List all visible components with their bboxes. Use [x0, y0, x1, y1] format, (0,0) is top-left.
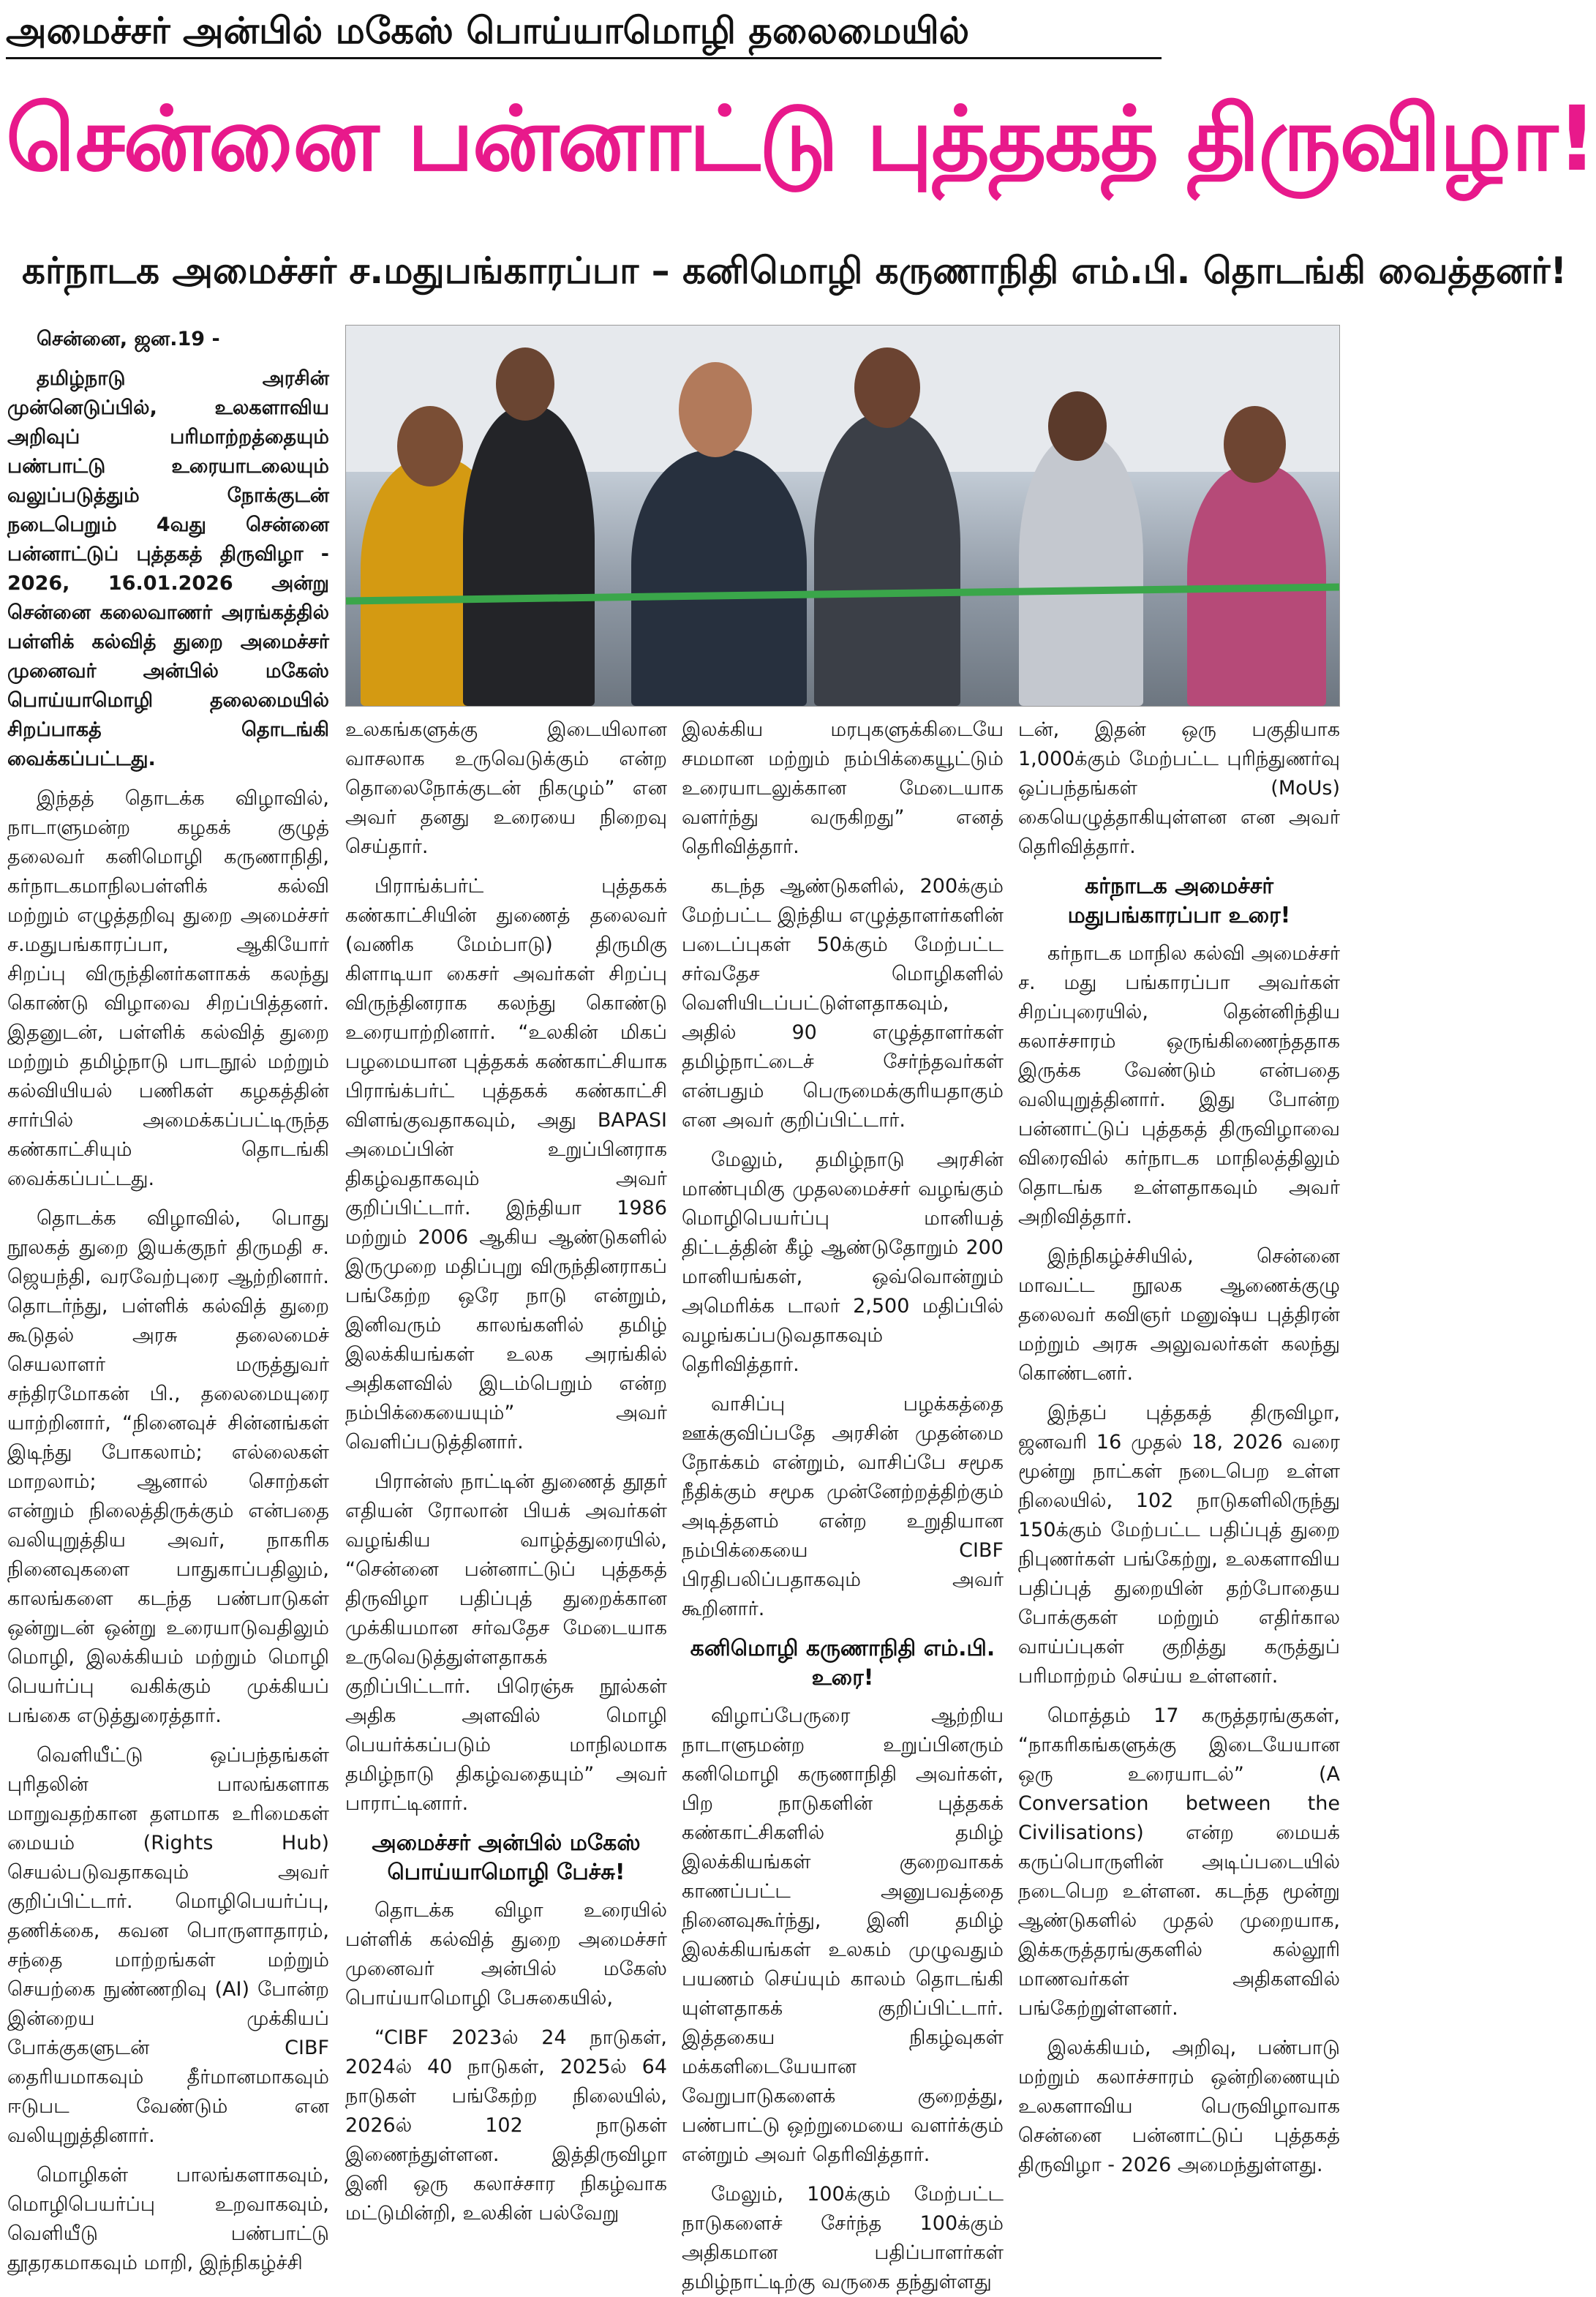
paragraph: கர்நாடக மாநில கல்வி அமைச்சர் ச. மது பங்காரப்பா அவர்கள் சிறப்புரையில், தென்னிந்திய கலாச்சாரம் ஒருங்கிணைந்ததாக இருக்க வேண்டும் என்பதை வலியுறுத்தினார். இது போன்ற பன்னாட்டுப் புத்தகத் திருவிழாவை விரைவில் கர்நாடக மாநிலத்திலும் தொடங்க உள்ளதாகவும் அவர் அறிவித்தார்.: [1018, 942, 1340, 1228]
photo-person-head: [397, 406, 463, 486]
photo-person: [631, 450, 807, 706]
dateline: சென்னை, ஜன.19 -: [37, 328, 220, 350]
paragraph: கடந்த ஆண்டுகளில், 200க்கும் மேற்பட்ட இந்திய எழுத்தாளர்களின் படைப்புகள் 50க்கும் மேற்பட்ட சர்வதேச மொழிகளில் வெளியிடப்பட்டுள்ளதாகவும், அதில் 90 எழுத்தாளர்கள் தமிழ்நாட்டைச் சேர்ந்தவர்கள் என்பதும் பெருமைக்குரியதாகும் என அவர் குறிப்பிட்டார்.: [682, 875, 1004, 1132]
news-photo: [345, 325, 1340, 707]
article-column-2: [345, 715, 667, 2225]
photo-person-head: [1224, 406, 1286, 483]
paragraph: இலக்கிய மரபுகளுக்கிடையே சமமான மற்றும் நம்பிக்கையூட்டும் உரையாடலுக்கான மேடையாக வளர்ந்து வருகிறது” எனத் தெரிவித்தார்.: [682, 718, 1004, 858]
article-column-4: [1018, 715, 1340, 2189]
article-column-3: [682, 715, 1004, 2293]
paragraph: தொடக்க விழா உரையில் பள்ளிக் கல்வித் துறை அமைச்சர் முனைவர் அன்பில் மகேஸ் பொய்யாமொழி பேசுகையில்,: [345, 1899, 667, 2010]
paragraph: “CIBF 2023ல் 24 நாடுகள், 2024ல் 40 நாடுகள், 2025ல் 64 நாடுகள் பங்கேற்ற நிலையில், 2026ல் 102 நாடுகள் இணைந்துள்ளன. இத்திருவிழா இனி ஒரு கலாச்சார நிகழ்வாக மட்டுமின்றி, உலகின் பல்வேறு: [345, 2026, 667, 2225]
paragraph: மேலும், தமிழ்நாடு அரசின் மாண்புமிகு முதலமைச்சர் வழங்கும் மொழிபெயர்ப்பு மானியத் திட்டத்தின் கீழ் ஆண்டுதோறும் 200 மானியங்கள், ஒவ்வொன்றும் அமெரிக்க டாலர் 2,500 மதிப்பில் வழங்கப்படுவதாகவும் தெரிவித்தார்.: [682, 1148, 1004, 1376]
sub-headline: கர்நாடக அமைச்சர் ச.மதுபங்காரப்பா – கனிமொழி கருணாநிதி எம்.பி. தொடங்கி வைத்தனர்!: [22, 249, 1567, 292]
section-heading: கனிமொழி கருணாநிதி எம்.பி. உரை!: [690, 1636, 995, 1691]
photo-person-head: [496, 347, 554, 421]
photo-person: [463, 406, 595, 706]
paragraph: பிராங்க்பர்ட் புத்தகக் கண்காட்சியின் துணைத் தலைவர் (வணிக மேம்பாடு) திருமிகு கிளாடியா கைசர் அவர்கள் சிறப்பு விருந்தினராக கலந்து கொண்டு உரையாற்றினார். “உலகின் மிகப் பழமையான புத்தகக் கண்காட்சியாக பிராங்க்பர்ட் புத்தகக் கண்காட்சி விளங்குவதாகவும், அது BAPASI அமைப்பின் உறுப்பினராக திகழ்வதாகவும் அவர் குறிப்பிட்டார். இந்தியா 1986 மற்றும் 2006 ஆகிய ஆண்டுகளில் இருமுறை மதிப்புறு விருந்தினராகப் பங்கேற்ற ஒரே நாடு என்றும், இனிவரும் காலங்களில் தமிழ் இலக்கியங்கள் உலக அரங்கில் அதிகளவில் இடம்பெறும் என்ற நம்பிக்கையையும்” அவர் வெளிப்படுத்தினார்.: [345, 875, 667, 1454]
photo-person: [814, 413, 960, 706]
kicker-headline: அமைச்சர் அன்பில் மகேஸ் பொய்யாமொழி தலைமையில்: [6, 4, 1162, 59]
paragraph: இந்தப் புத்தகத் திருவிழா, ஜனவரி 16 முதல் 18, 2026 வரை மூன்று நாட்கள் நடைபெற உள்ள நிலையில், 102 நாடுகளிலிருந்து 150க்கும் மேற்பட்ட பதிப்புத் துறை நிபுணர்கள் பங்கேற்று, உலகளாவிய பதிப்புத் துறையின் தற்போதைய போக்குகள் மற்றும் எதிர்கால வாய்ப்புகள் குறித்து கருத்துப் பரிமாற்றம் செய்ய உள்ளனர்.: [1018, 1402, 1340, 1688]
paragraph: மொத்தம் 17 கருத்தரங்குகள், “நாகரிகங்களுக்கு இடையேயான ஒரு உரையாடல்” (A Conversation between the Civilisations) என்ற மையக் கருப்பொருளின் அடிப்படையில் நடைபெற உள்ளன. கடந்த மூன்று ஆண்டுகளில் முதல் முறையாக, இக்கருத்தரங்குகளில் கல்லூரி மாணவர்கள் அதிகளவில் பங்கேற்றுள்ளனர்.: [1018, 1704, 1340, 2020]
paragraph: விழாப்பேருரை ஆற்றிய நாடாளுமன்ற உறுப்பினரும் கனிமொழி கருணாநிதி அவர்கள், பிற நாடுகளின் புத்தகக் கண்காட்சிகளில் தமிழ் இலக்கியங்கள் குறைவாகக் காணப்பட்ட அனுபவத்தை நினைவுகூர்ந்து, இனி தமிழ் இலக்கியங்கள் உலகம் முழுவதும் பயணம் செய்யும் காலம் தொடங்கி யுள்ளதாகக் குறிப்பிட்டார். இத்தகைய நிகழ்வுகள் மக்களிடையேயான வேறுபாடுகளைக் குறைத்து, பண்பாட்டு ஒற்றுமையை வளர்க்கும் என்றும் அவர் தெரிவித்தார்.: [682, 1704, 1004, 2166]
main-headline: சென்னை பன்னாட்டு புத்தகத் திருவிழா!: [6, 87, 1596, 191]
paragraph: பிரான்ஸ் நாட்டின் துணைத் தூதர் எதியன் ரோலான் பியக் அவர்கள் வழங்கிய வாழ்த்துரையில், “சென்னை பன்னாட்டுப் புத்தகத் திருவிழா பதிப்புத் துறைக்கான முக்கியமான சர்வதேச மேடையாக உருவெடுத்துள்ளதாகக் குறிப்பிட்டார். பிரெஞ்சு நூல்கள் அதிக அளவில் மொழி பெயர்க்கப்படும் மாநிலமாக தமிழ்நாடு திகழ்வதையும்” அவர் பாராட்டினார்.: [345, 1470, 667, 1815]
photo-person-head: [679, 362, 752, 457]
paragraph: உலகங்களுக்கு இடையிலான வாசலாக உருவெடுக்கும் என்ற தொலைநோக்குடன் நிகழும்” என அவர் தனது உரையை நிறைவு செய்தார்.: [345, 718, 667, 858]
paragraph: மொழிகள் பாலங்களாகவும், மொழிபெயர்ப்பு உறவாகவும், வெளியீடு பண்பாட்டு தூதரகமாகவும் மாறி, இந்நிகழ்ச்சி: [7, 2164, 329, 2274]
paragraph: இந்தத் தொடக்க விழாவில், நாடாளுமன்ற கழகக் குழுத் தலைவர் கனிமொழி கருணாநிதி, கர்நாடகமாநிலபள்ளிக் கல்வி மற்றும் எழுத்தறிவு துறை அமைச்சர் ச.மதுபங்காரப்பா, ஆகியோர் சிறப்பு விருந்தினர்களாகக் கலந்து கொண்டு விழாவை சிறப்பித்தனர். இதனுடன், பள்ளிக் கல்வித் துறை மற்றும் தமிழ்நாடு பாடநூல் மற்றும் கல்வியியல் பணிகள் கழகத்தின் சார்பில் அமைக்கப்பட்டிருந்த கண்காட்சியும் தொடங்கி வைக்கப்பட்டது.: [7, 787, 329, 1190]
section-heading: அமைச்சர் அன்பில் மகேஸ் பொய்யாமொழி பேச்சு!: [372, 1830, 641, 1885]
photo-person-head: [1048, 391, 1107, 461]
paragraph: தொடக்க விழாவில், பொது நூலகத் துறை இயக்குநர் திருமதி ச. ஜெயந்தி, வரவேற்புரை ஆற்றினார். தொடர்ந்து, பள்ளிக் கல்வித் துறை கூடுதல் அரசு தலைமைச் செயலாளர் மருத்துவர் சந்திரமோகன் பி., தலைமையுரை யாற்றினார், “நினைவுச் சின்னங்கள் இடிந்து போகலாம்; எல்லைகள் மாறலாம்; ஆனால் சொற்கள் என்றும் நிலைத்திருக்கும் என்பதை வலியுறுத்திய அவர், நாகரிக நினைவுகளை பாதுகாப்பதிலும், காலங்களை கடந்த பண்பாடுகள் ஒன்றுடன் ஒன்று உரையாடுவதிலும் மொழி, இலக்கியம் மற்றும் மொழி பெயர்ப்பு வகிக்கும் முக்கியப் பங்கை எடுத்துரைத்தார்.: [7, 1207, 329, 1727]
paragraph: தமிழ்நாடு அரசின் முன்னெடுப்பில், உலகளாவிய அறிவுப் பரிமாற்றத்தையும் பண்பாட்டு உரையாடலையும் வலுப்படுத்தும் நோக்குடன் நடைபெறும் 4வது சென்னை பன்னாட்டுப் புத்தகத் திருவிழா - 2026, 16.01.2026 அன்று சென்னை கலைவாணர் அரங்கத்தில் பள்ளிக் கல்வித் துறை அமைச்சர் முனைவர் அன்பில் மகேஸ் பொய்யாமொழி தலைமையில் சிறப்பாகத் தொடங்கி வைக்கப்பட்டது.: [7, 367, 329, 770]
paragraph: இலக்கியம், அறிவு, பண்பாடு மற்றும் கலாச்சாரம் ஒன்றிணையும் உலகளாவிய பெருவிழாவாக சென்னை பன்னாட்டுப் புத்தகத் திருவிழா - 2026 அமைந்துள்ளது.: [1018, 2037, 1340, 2176]
paragraph: மேலும், 100க்கும் மேற்பட்ட நாடுகளைச் சேர்ந்த 100க்கும் அதிகமான பதிப்பாளர்கள் தமிழ்நாட்டிற்கு வருகை தந்துள்ளது: [682, 2183, 1004, 2293]
paragraph: இந்நிகழ்ச்சியில், சென்னை மாவட்ட நூலக ஆணைக்குழு தலைவர் கவிஞர் மனுஷ்ய புத்திரன் மற்றும் அரசு அலுவலர்கள் கலந்து கொண்டனர்.: [1018, 1245, 1340, 1385]
photo-person: [1019, 435, 1143, 706]
paragraph: வெளியீட்டு ஒப்பந்தங்கள் புரிதலின் பாலங்களாக மாறுவதற்கான தளமாக உரிமைகள் மையம் (Rights Hub) செயல்படுவதாகவும் அவர் குறிப்பிட்டார். மொழிபெயர்ப்பு, தணிக்கை, கவன பொருளாதாரம், சந்தை மாற்றங்கள் மற்றும் செயற்கை நுண்ணறிவு (AI) போன்ற இன்றைய முக்கியப் போக்குகளுடன் CIBF தைரியமாகவும் தீர்மானமாகவும் ஈடுபட வேண்டும் என வலியுறுத்தினார்.: [7, 1744, 329, 2147]
article-column-1: [7, 325, 329, 2274]
section-heading: கர்நாடக அமைச்சர் மதுபங்காரப்பா உரை!: [1067, 873, 1291, 928]
photo-person-head: [854, 347, 920, 428]
paragraph: டன், இதன் ஒரு பகுதியாக 1,000க்கும் மேற்பட்ட புரிந்துணர்வு ஒப்பந்தங்கள் (MoUs) கையெழுத்தாகியுள்ளன என அவர் தெரிவித்தார்.: [1018, 718, 1340, 858]
paragraph: வாசிப்பு பழக்கத்தை ஊக்குவிப்பதே அரசின் முதன்மை நோக்கம் என்றும், வாசிப்பே சமூக நீதிக்கும் சமூக முன்னேற்றத்திற்கும் அடித்தளம் என்ற உறுதியான நம்பிக்கையை CIBF பிரதிபலிப்பதாகவும் அவர் கூறினார்.: [682, 1393, 1004, 1620]
